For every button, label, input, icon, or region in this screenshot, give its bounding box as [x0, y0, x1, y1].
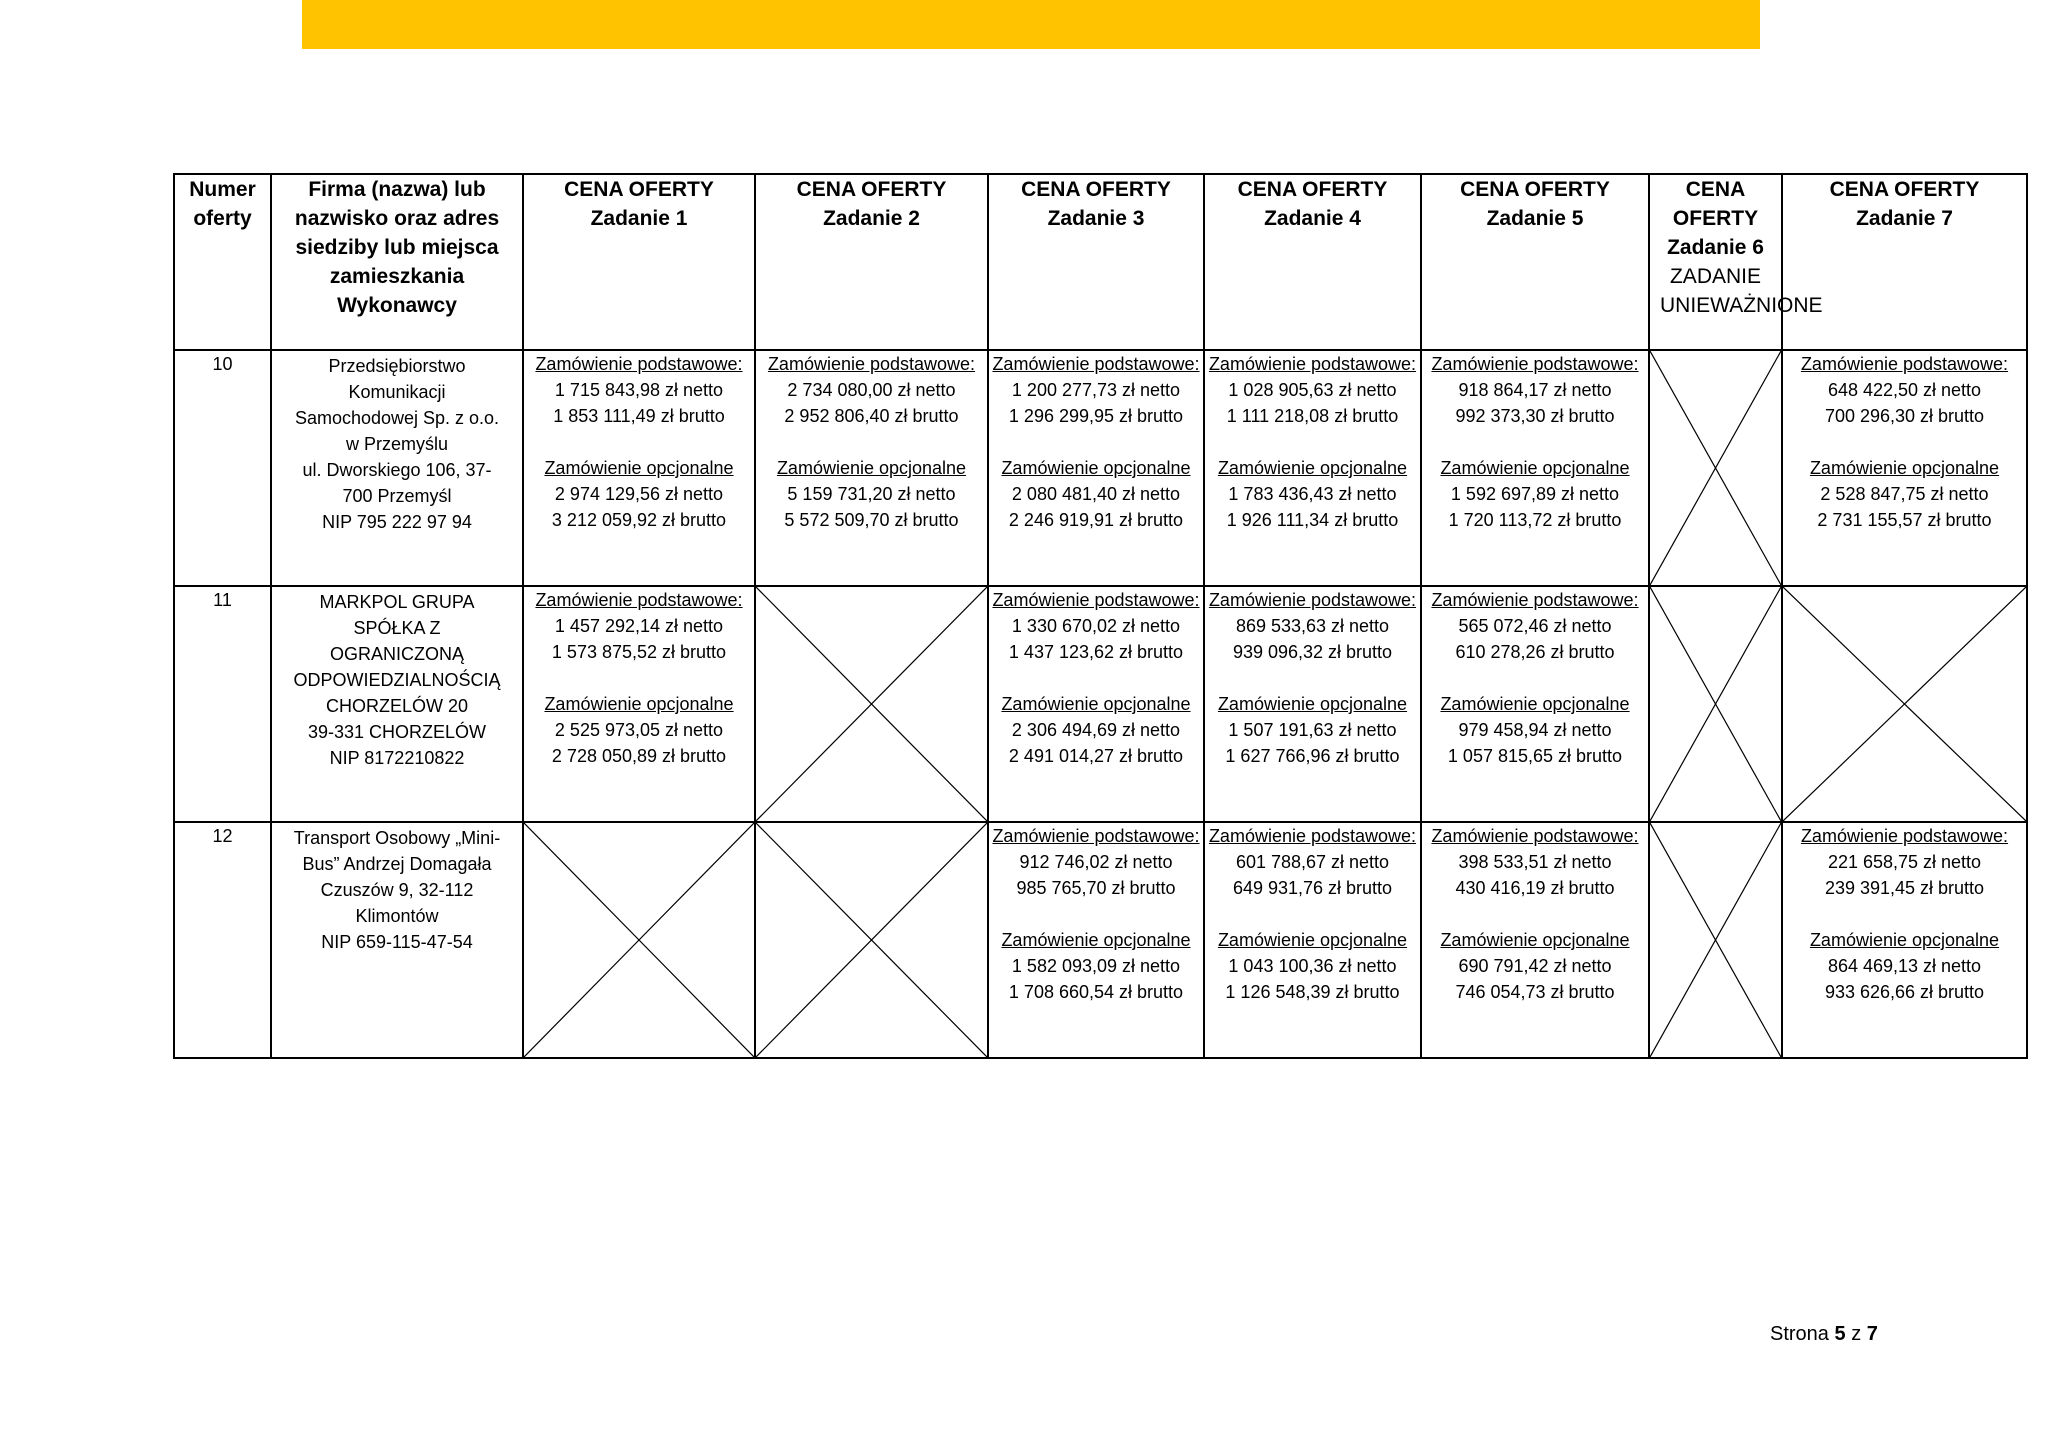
contractor-line: 39-331 CHORZELÓW [307, 722, 487, 742]
optional-brutto-price: 5 572 509,70 zł brutto [784, 510, 959, 530]
contractor-line: 700 Przemyśl [342, 486, 452, 506]
price-cell-task-7 [1782, 350, 2027, 586]
basic-brutto-price: 1 111 218,08 zł brutto [1226, 406, 1399, 426]
optional-brutto-price: 1 708 660,54 zł brutto [1008, 982, 1184, 1002]
basic-brutto-price: 2 952 806,40 zł brutto [784, 406, 959, 426]
optional-netto-price: 1 783 436,43 zł netto [1228, 484, 1397, 504]
optional-netto-price: 1 592 697,89 zł netto [1450, 484, 1620, 504]
basic-brutto-price: 992 373,30 zł brutto [1455, 406, 1615, 426]
optional-brutto-price: 2 731 155,57 zł brutto [1817, 510, 1992, 530]
optional-brutto-price: 1 627 766,96 zł brutto [1225, 746, 1400, 766]
price-cell-task-3 [988, 822, 1204, 1058]
optional-order-label: Zamówienie opcjonalne [1001, 930, 1191, 950]
basic-brutto-price: 239 391,45 zł brutto [1824, 878, 1985, 898]
price-cell-task-4 [1204, 822, 1421, 1058]
optional-order-label: Zamówienie opcjonalne [544, 694, 734, 714]
contractor-line: Czuszów 9, 32-112 [320, 880, 474, 900]
optional-order-label: Zamówienie opcjonalne [1809, 458, 2000, 478]
basic-brutto-price: 939 096,32 zł brutto [1232, 642, 1393, 662]
no-offer-cross [1782, 586, 2027, 822]
basic-order-label: Zamówienie podstawowe: [1800, 354, 2009, 374]
contractor-line: OGRANICZONĄ [329, 644, 464, 664]
header-contractor: Firma (nazwa) lub nazwisko oraz adres siedziby lub miejsca zamieszkania Wykonawcy [271, 174, 523, 350]
basic-order-label: Zamówienie podstawowe: [1208, 826, 1417, 846]
contractor-line: NIP 8172210822 [329, 748, 465, 768]
basic-order-label: Zamówienie podstawowe: [535, 590, 743, 610]
price-cell-task-3 [988, 350, 1204, 586]
offer-number: 10 [174, 350, 271, 586]
optional-brutto-price: 933 626,66 zł brutto [1824, 982, 1985, 1002]
basic-order-label: Zamówienie podstawowe: [1431, 590, 1639, 610]
contractor-details [271, 586, 523, 822]
basic-netto-price: 565 072,46 zł netto [1458, 616, 1612, 636]
contractor-line: SPÓŁKA Z [353, 618, 441, 638]
optional-netto-price: 5 159 731,20 zł netto [787, 484, 956, 504]
spacer [524, 665, 754, 691]
basic-netto-price: 1 330 670,02 zł netto [1011, 616, 1181, 636]
optional-brutto-price: 2 728 050,89 zł brutto [551, 746, 727, 766]
table-row [174, 350, 2027, 586]
spacer [1205, 901, 1420, 927]
basic-netto-price: 869 533,63 zł netto [1235, 616, 1390, 636]
header-offer-number: Numer oferty [174, 174, 271, 350]
spacer [1783, 901, 2026, 927]
optional-netto-price: 2 080 481,40 zł netto [1011, 484, 1181, 504]
price-cell-task-2 [755, 350, 988, 586]
spacer [989, 429, 1203, 455]
optional-order-label: Zamówienie opcjonalne [1440, 694, 1630, 714]
optional-brutto-price: 2 491 014,27 zł brutto [1008, 746, 1184, 766]
contractor-line: Transport Osobowy „Mini- [293, 828, 501, 848]
optional-order-label: Zamówienie opcjonalne [1809, 930, 2000, 950]
basic-order-label: Zamówienie podstawowe: [767, 354, 976, 374]
header-task-5: CENA OFERTY Zadanie 5 [1421, 174, 1649, 350]
basic-netto-price: 221 658,75 zł netto [1827, 852, 1982, 872]
optional-brutto-price: 1 126 548,39 zł brutto [1225, 982, 1400, 1002]
spacer [756, 429, 987, 455]
optional-netto-price: 690 791,42 zł netto [1458, 956, 1612, 976]
basic-brutto-price: 649 931,76 zł brutto [1232, 878, 1393, 898]
price-cell-task-1 [523, 586, 755, 822]
optional-netto-price: 1 507 191,63 zł netto [1228, 720, 1397, 740]
offer-number: 12 [174, 822, 271, 1058]
no-offer-cross [1649, 586, 1782, 822]
optional-netto-price: 2 974 129,56 zł netto [554, 484, 724, 504]
price-cell-task-5 [1421, 586, 1649, 822]
contractor-line: ul. Dworskiego 106, 37- [302, 460, 492, 480]
price-cell-task-5 [1421, 350, 1649, 586]
optional-order-label: Zamówienie opcjonalne [544, 458, 734, 478]
header-accent-bar [302, 0, 1760, 49]
header-task-4: CENA OFERTY Zadanie 4 [1204, 174, 1421, 350]
task-cancelled-note: ZADANIE UNIEWAŻNIONE [1660, 265, 1823, 317]
optional-netto-price: 864 469,13 zł netto [1827, 956, 1982, 976]
optional-netto-price: 2 528 847,75 zł netto [1820, 484, 1989, 504]
contractor-details [271, 350, 523, 586]
basic-order-label: Zamówienie podstawowe: [992, 354, 1200, 374]
basic-netto-price: 1 457 292,14 zł netto [554, 616, 724, 636]
spacer [1783, 429, 2026, 455]
price-cell-task-5 [1421, 822, 1649, 1058]
basic-brutto-price: 430 416,19 zł brutto [1455, 878, 1615, 898]
basic-netto-price: 1 715 843,98 zł netto [554, 380, 724, 400]
price-cell-task-4 [1204, 350, 1421, 586]
contractor-line: Przedsiębiorstwo [328, 356, 466, 376]
price-cell-task-4 [1204, 586, 1421, 822]
basic-order-label: Zamówienie podstawowe: [1800, 826, 2009, 846]
optional-order-label: Zamówienie opcjonalne [1440, 458, 1630, 478]
optional-netto-price: 2 306 494,69 zł netto [1011, 720, 1181, 740]
basic-brutto-price: 1 437 123,62 zł brutto [1008, 642, 1184, 662]
optional-order-label: Zamówienie opcjonalne [1217, 694, 1408, 714]
optional-order-label: Zamówienie opcjonalne [1001, 694, 1191, 714]
table-row [174, 586, 2027, 822]
optional-netto-price: 1 043 100,36 zł netto [1228, 956, 1397, 976]
no-offer-cross [755, 822, 988, 1058]
header-task-3: CENA OFERTY Zadanie 3 [988, 174, 1204, 350]
spacer [1205, 665, 1420, 691]
contractor-line: Komunikacji [348, 382, 446, 402]
spacer [989, 901, 1203, 927]
basic-brutto-price: 1 853 111,49 zł brutto [553, 406, 725, 426]
basic-order-label: Zamówienie podstawowe: [992, 590, 1200, 610]
contractor-line: CHORZELÓW 20 [325, 696, 469, 716]
spacer [1422, 429, 1648, 455]
basic-netto-price: 601 788,67 zł netto [1235, 852, 1390, 872]
no-offer-cross [755, 586, 988, 822]
page-counter: Strona 5 z 7 [1770, 1323, 1878, 1345]
basic-order-label: Zamówienie podstawowe: [1208, 590, 1417, 610]
basic-netto-price: 398 533,51 zł netto [1458, 852, 1612, 872]
no-offer-cross [1649, 350, 1782, 586]
basic-netto-price: 1 200 277,73 zł netto [1011, 380, 1181, 400]
spacer [1422, 901, 1648, 927]
price-cell-task-3 [988, 586, 1204, 822]
spacer [1422, 665, 1648, 691]
optional-brutto-price: 746 054,73 zł brutto [1455, 982, 1615, 1002]
contractor-line: NIP 659-115-47-54 [321, 932, 473, 952]
table-header-row [174, 174, 2027, 350]
optional-netto-price: 2 525 973,05 zł netto [554, 720, 724, 740]
optional-netto-price: 1 582 093,09 zł netto [1011, 956, 1181, 976]
price-cell-task-1 [523, 350, 755, 586]
contractor-line: ODPOWIEDZIALNOŚCIĄ [293, 670, 501, 690]
offers-table [173, 173, 2028, 1059]
header-task-1: CENA OFERTY Zadanie 1 [523, 174, 755, 350]
optional-netto-price: 979 458,94 zł netto [1458, 720, 1612, 740]
basic-order-label: Zamówienie podstawowe: [535, 354, 743, 374]
basic-brutto-price: 700 296,30 zł brutto [1824, 406, 1985, 426]
basic-order-label: Zamówienie podstawowe: [992, 826, 1200, 846]
contractor-line: Bus” Andrzej Domagała [302, 854, 492, 874]
basic-netto-price: 648 422,50 zł netto [1827, 380, 1982, 400]
contractor-line: Samochodowej Sp. z o.o. [294, 408, 500, 428]
basic-netto-price: 912 746,02 zł netto [1019, 852, 1173, 872]
basic-netto-price: 918 864,17 zł netto [1458, 380, 1612, 400]
optional-order-label: Zamówienie opcjonalne [1440, 930, 1630, 950]
no-offer-cross [1649, 822, 1782, 1058]
optional-brutto-price: 3 212 059,92 zł brutto [551, 510, 727, 530]
no-offer-cross [523, 822, 755, 1058]
basic-brutto-price: 1 573 875,52 zł brutto [551, 642, 727, 662]
basic-netto-price: 2 734 080,00 zł netto [787, 380, 956, 400]
basic-order-label: Zamówienie podstawowe: [1431, 354, 1639, 374]
contractor-details [271, 822, 523, 1058]
optional-brutto-price: 1 720 113,72 zł brutto [1448, 510, 1622, 530]
contractor-line: w Przemyślu [345, 434, 448, 454]
price-cell-task-7 [1782, 822, 2027, 1058]
basic-brutto-price: 1 296 299,95 zł brutto [1008, 406, 1184, 426]
basic-order-label: Zamówienie podstawowe: [1431, 826, 1639, 846]
spacer [524, 429, 754, 455]
basic-netto-price: 1 028 905,63 zł netto [1228, 380, 1397, 400]
header-task-6: CENA OFERTY Zadanie 6 ZADANIE UNIEWAŻNIONE [1649, 174, 1782, 350]
header-task-7: CENA OFERTY Zadanie 7 [1782, 174, 2027, 350]
optional-brutto-price: 1 926 111,34 zł brutto [1226, 510, 1399, 530]
spacer [989, 665, 1203, 691]
basic-brutto-price: 610 278,26 zł brutto [1455, 642, 1615, 662]
spacer [1205, 429, 1420, 455]
contractor-line: NIP 795 222 97 94 [322, 512, 472, 532]
optional-brutto-price: 1 057 815,65 zł brutto [1447, 746, 1623, 766]
basic-brutto-price: 985 765,70 zł brutto [1016, 878, 1176, 898]
table-row [174, 822, 2027, 1058]
offer-number: 11 [174, 586, 271, 822]
optional-order-label: Zamówienie opcjonalne [1217, 458, 1408, 478]
contractor-line: Klimontów [355, 906, 439, 926]
optional-order-label: Zamówienie opcjonalne [776, 458, 967, 478]
header-task-2: CENA OFERTY Zadanie 2 [755, 174, 988, 350]
contractor-line: MARKPOL GRUPA [319, 592, 475, 612]
basic-order-label: Zamówienie podstawowe: [1208, 354, 1417, 374]
optional-order-label: Zamówienie opcjonalne [1217, 930, 1408, 950]
optional-order-label: Zamówienie opcjonalne [1001, 458, 1191, 478]
optional-brutto-price: 2 246 919,91 zł brutto [1008, 510, 1184, 530]
